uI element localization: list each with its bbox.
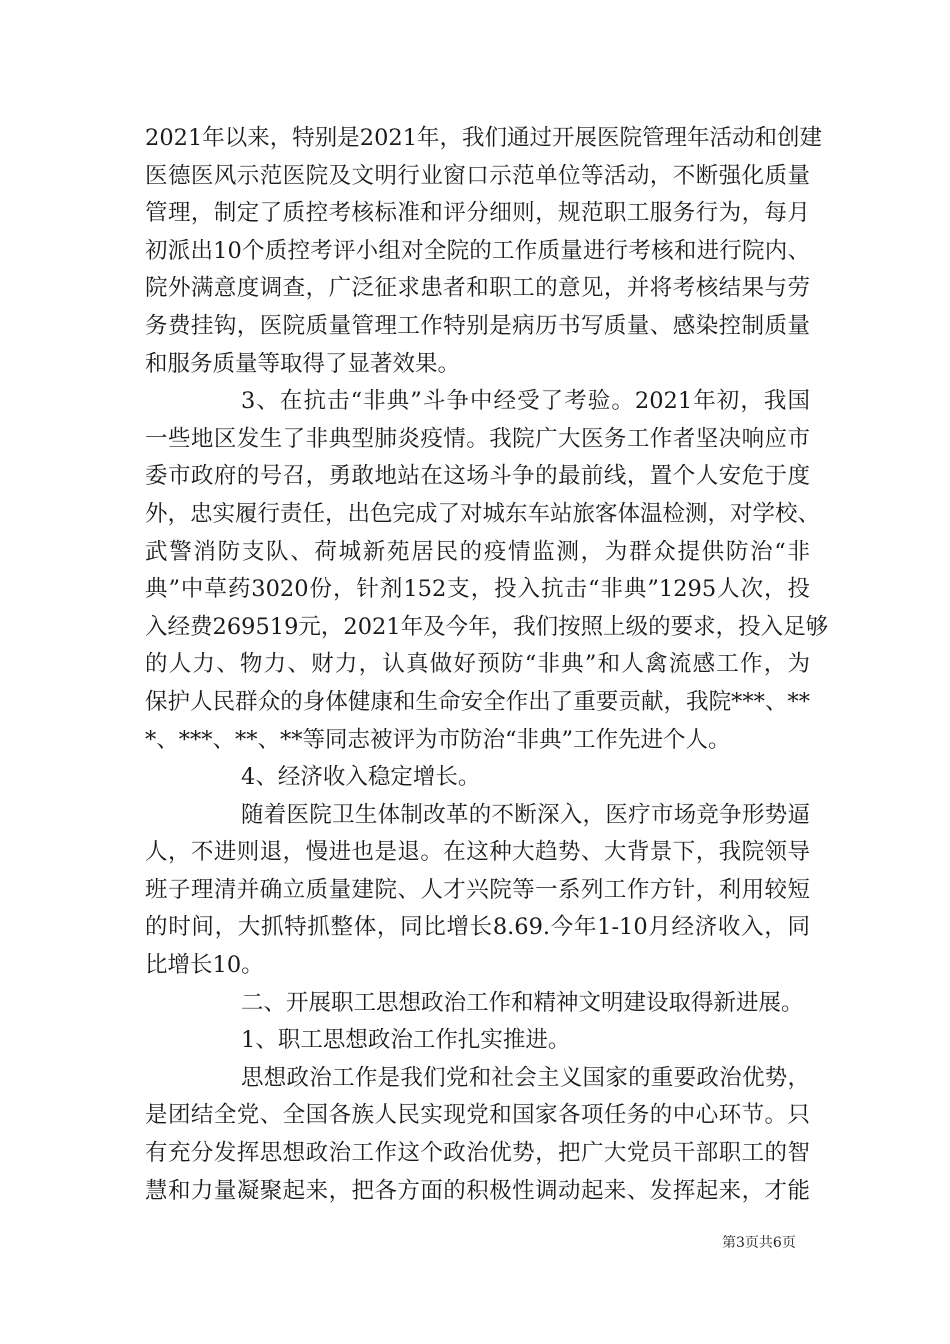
text-line: 比增长10。 [145,952,264,979]
text-line: 管理，制定了质控考核标准和评分细则，规范职工服务行为，每月 [145,200,810,227]
text-line: 4、经济收入稳定增长。 [241,764,481,791]
text-line: 医德医风示范医院及文明行业窗口示范单位等活动，不断强化质量 [145,162,810,189]
text-line: 典”中草药3020份，针剂152支，投入抗击“非典”1295人次，投 [145,576,810,603]
text-line: 随着医院卫生体制改革的不断深入，医疗市场竞争形势逼 [241,801,810,828]
text-line: 有充分发挥思想政治工作这个政治优势，把广大党员干部职工的智 [145,1140,810,1167]
text-line: 保护人民群众的身体健康和生命安全作出了重要贡献，我院***、** [145,688,810,715]
page-number-footer: 第3页共6页 [722,1235,796,1251]
text-line: 班子理清并确立质量建院、人才兴院等一系列工作方针，利用较短 [145,876,810,903]
text-line: 一些地区发生了非典型肺炎疫情。我院广大医务工作者坚决响应市 [145,425,810,452]
text-line: 的人力、物力、财力，认真做好预防“非典”和人禽流感工作，为 [145,651,810,678]
text-line: 务费挂钩，医院质量管理工作特别是病历书写质量、感染控制质量 [145,312,810,339]
text-line: 初派出10个质控考评小组对全院的工作质量进行考核和进行院内、 [145,237,810,264]
text-line: 武警消防支队、荷城新苑居民的疫情监测，为群众提供防治“非 [145,538,810,565]
text-line: 人，不进则退，慢进也是退。在这种大趋势、大背景下，我院领导 [145,839,810,866]
text-line: 1、职工思想政治工作扎实推进。 [241,1027,571,1054]
text-line: 委市政府的号召，勇敢地站在这场斗争的最前线，置个人安危于度 [145,463,810,490]
text-line: 2021年以来，特别是2021年，我们通过开展医院管理年活动和创建 [145,125,823,151]
text-line: 的时间，大抓特抓整体，同比增长8.69.今年1-10月经济收入，同 [145,914,810,941]
text-line: 外，忠实履行责任，出色完成了对城东车站旅客体温检测，对学校、 [145,500,821,527]
text-line: 和服务质量等取得了显著效果。 [145,350,461,377]
document-body [145,120,829,1210]
text-line: 慧和力量凝聚起来，把各方面的积极性调动起来、发挥起来，才能 [145,1177,810,1204]
text-line: *、***、**、**等同志被评为市防治“非典”工作先进个人。 [145,726,731,753]
text-line: 二、开展职工思想政治工作和精神文明建设取得新进展。 [241,989,804,1016]
text-line: 思想政治工作是我们党和社会主义国家的重要政治优势， [241,1064,810,1091]
text-line: 是团结全党、全国各族人民实现党和国家各项任务的中心环节。只 [145,1102,810,1129]
text-line: 入经费269519元，2021年及今年，我们按照上级的要求，投入足够 [145,613,829,640]
text-line: 院外满意度调查，广泛征求患者和职工的意见，并将考核结果与劳 [145,275,810,302]
text-line: 3、在抗击“非典”斗争中经受了考验。2021年初，我国 [241,388,810,415]
